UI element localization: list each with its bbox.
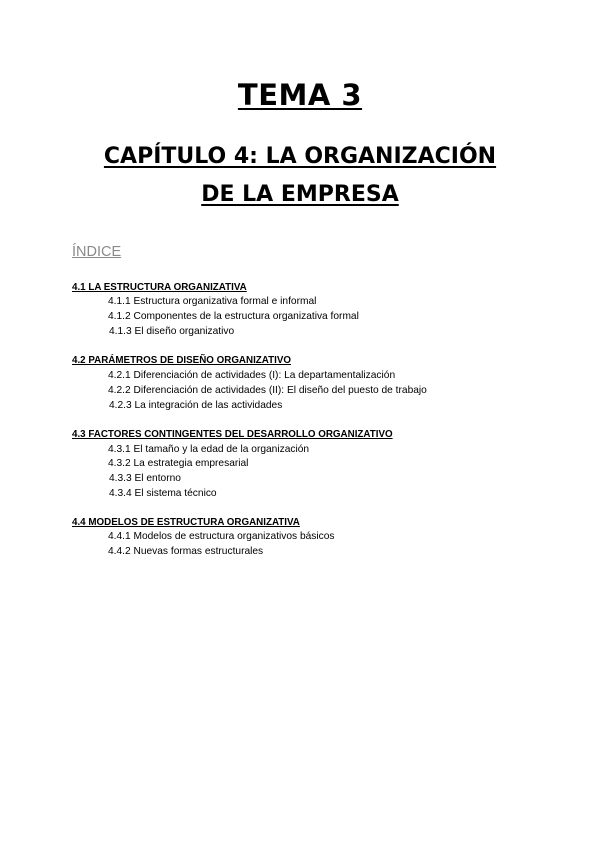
toc-item-4-1-2: 4.1.2 Componentes de la estructura organizativa formal (108, 311, 359, 322)
section-4-1-title: 4.1 LA ESTRUCTURA ORGANIZATIVA (72, 282, 247, 293)
section-4-4-title: 4.4 MODELOS DE ESTRUCTURA ORGANIZATIVA (72, 517, 300, 528)
toc-item-4-2-1: 4.2.1 Diferenciación de actividades (I): La departamentalización (108, 370, 396, 381)
toc-item-4-4-2: 4.4.2 Nuevas formas estructurales (108, 546, 264, 557)
toc-item-4-3-1: 4.3.1 El tamaño y la edad de la organización (108, 444, 310, 455)
toc-item-4-4-1: 4.4.1 Modelos de estructura organizativos básicos (108, 531, 335, 542)
toc-item-4-3-2: 4.3.2 La estrategia empresarial (108, 458, 249, 469)
chapter-title-line1: CAPÍTULO 4: LA ORGANIZACIÓN (103, 144, 497, 169)
toc-item-4-3-3: 4.3.3 El entorno (109, 473, 181, 484)
tema-title: TEMA 3 (237, 78, 363, 112)
toc-item-4-1-3: 4.1.3 El diseño organizativo (109, 326, 235, 337)
toc-item-4-2-2: 4.2.2 Diferenciación de actividades (II): El diseño del puesto de trabajo (108, 385, 427, 396)
toc-item-4-2-3: 4.2.3 La integración de las actividades (109, 400, 283, 411)
section-4-3-title: 4.3 FACTORES CONTINGENTES DEL DESARROLLO ORGANIZATIVO (72, 429, 393, 440)
chapter-title-line2: DE LA EMPRESA (201, 182, 399, 207)
section-4-2-title: 4.2 PARÁMETROS DE DISEÑO ORGANIZATIVO (72, 355, 291, 366)
toc-item-4-1-1: 4.1.1 Estructura organizativa formal e informal (108, 296, 317, 307)
toc-item-4-3-4: 4.3.4 El sistema técnico (109, 488, 217, 499)
index-heading: ÍNDICE (72, 244, 122, 260)
